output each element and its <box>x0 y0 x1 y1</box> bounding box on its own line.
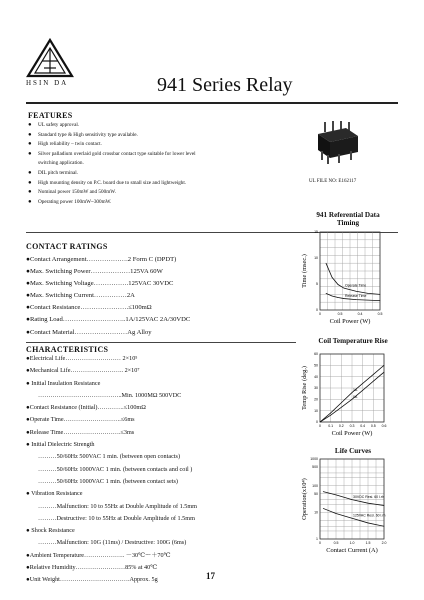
data-point <box>332 296 333 297</box>
chart-timing <box>300 228 404 332</box>
char-row: ………50/60Hz 500VAC 1 min. (between open contacts) <box>38 453 180 461</box>
char-row: ●Operate Time……………………….≤6ms <box>26 416 135 424</box>
feature-item: ● UL safety approval. <box>28 121 288 131</box>
data-point <box>352 518 353 519</box>
rating-row: ●Rating Load………………………..1A/125VAC 2A/30VDC <box>26 316 191 324</box>
data-point <box>336 513 337 514</box>
data-point <box>336 495 337 496</box>
chart-coil-temp-title: Coil Temperature Rise <box>318 337 388 345</box>
y-tick-label: 60 <box>314 352 318 357</box>
y-tick-label: 10 <box>314 256 318 261</box>
x-axis-label: Coil Power (W) <box>329 318 371 325</box>
rating-row: ●Contact Resistance………………….≤100mΩ <box>26 304 152 312</box>
data-point <box>330 415 331 416</box>
char-row: ………Destructive: 10 to 55Hz at Double Amplitude of 1.5mm <box>38 514 195 522</box>
series-label: 30VDC Resi. 60 l.rh <box>353 495 384 500</box>
characteristics-list <box>26 353 197 587</box>
data-point <box>341 402 342 403</box>
page-title: 941 Series Relay <box>157 74 293 96</box>
x-tick-label: 0 <box>319 424 321 428</box>
data-point <box>368 523 369 524</box>
series-label: 125VAC Resi. 60 l.rh <box>353 513 386 518</box>
series-label: 0A <box>353 394 358 399</box>
data-point <box>380 300 381 301</box>
feature-item: ● Standard type & High sensitivity type available. <box>28 131 288 141</box>
feature-item: ● Operating power 100mW~300mW. <box>28 198 288 208</box>
y-tick-label: 100 <box>312 483 318 488</box>
char-row: ● Vibration Resistance <box>26 490 83 498</box>
char-row: ● Shock Resistance <box>26 527 75 535</box>
x-tick-label: 0.4 <box>360 424 366 428</box>
y-axis-label: Operation(x10⁴) <box>301 478 308 520</box>
data-point <box>368 503 369 504</box>
data-point <box>384 372 385 373</box>
data-point <box>352 399 353 400</box>
data-point <box>338 284 339 285</box>
char-row: ●Electrical Life……………………… 2×10⁵ <box>26 355 138 362</box>
data-point <box>368 300 369 301</box>
feature-item: ● Nominal power 150mW and 500mW. <box>28 188 288 198</box>
x-tick-label: 0.5 <box>377 312 383 316</box>
y-tick-label: 30 <box>314 386 318 391</box>
y-tick-label: 40 <box>314 374 318 379</box>
y-axis-label: Time (msec.) <box>301 254 308 288</box>
data-point <box>356 291 357 292</box>
char-row: ●Mechanical Life…………………….. 2×10⁷ <box>26 367 140 375</box>
title-rule <box>26 102 398 104</box>
features-list <box>28 121 288 207</box>
rating-row: ●Max. Switching Power………………125VA 60W <box>26 268 163 276</box>
x-tick-label: 0.5 <box>370 424 376 428</box>
data-point <box>338 297 339 298</box>
series-label: Release Time <box>345 294 367 299</box>
series-label: 1A <box>353 388 358 393</box>
char-row: ………Malfunction: 10 to 55Hz at Double Amplitude of 1.5mm <box>38 502 197 510</box>
y-tick-label: 0 <box>316 420 318 425</box>
data-point <box>320 422 321 423</box>
char-row: ………50/60Hz 1000VAC 1 min. (between contacts and coil ) <box>38 465 193 473</box>
data-point <box>341 407 342 408</box>
company-name: HSIN DA <box>26 79 69 87</box>
char-row: …………………………………..Min. 1000MΩ 500VDC <box>38 391 182 399</box>
logo-mark-icon <box>24 38 76 78</box>
y-tick-label: 0 <box>316 308 318 313</box>
char-row: ● Initial Insulation Resistance <box>26 379 101 387</box>
x-tick-label: 0.1 <box>328 424 334 428</box>
data-point <box>352 392 353 393</box>
data-point <box>373 374 374 375</box>
data-point <box>380 294 381 295</box>
x-tick-label: 0.5 <box>333 541 339 545</box>
data-point <box>323 508 324 509</box>
data-point <box>344 298 345 299</box>
y-tick-label: 20 <box>314 397 318 402</box>
y-tick-label: 15 <box>314 230 318 235</box>
char-row: ●Ambient Temperature……………….. －30℃～＋70℃ <box>26 551 171 559</box>
x-tick-label: 1.0 <box>349 541 355 545</box>
y-tick-label: 50 <box>314 363 318 368</box>
x-tick-label: 0 <box>319 541 321 545</box>
data-point <box>384 526 385 527</box>
char-row: ●Contact Resistance (Initial)………….≤100mΩ <box>26 404 146 412</box>
x-tick-label: 2.0 <box>381 541 387 545</box>
data-point <box>356 299 357 300</box>
rating-row: ●Max. Switching Voltage…………….125VAC 30VDC <box>26 280 174 288</box>
y-tick-label: 1000 <box>310 457 318 462</box>
y-tick-label: 5 <box>316 282 318 287</box>
x-tick-label: 0 <box>319 312 321 316</box>
rating-row: ●Contact Arrangement……………….2 Form C (DPDT) <box>26 256 177 263</box>
y-tick-label: 10 <box>314 510 318 515</box>
chart-life-title: Life Curves <box>334 447 372 455</box>
chart-timing-title: 941 Referential Data Timing <box>316 211 380 227</box>
x-tick-label: 0.6 <box>381 424 387 428</box>
y-tick-label: 1 <box>316 537 318 542</box>
char-row: ●Relative Humidity……………………85% at 40℃ <box>26 564 158 572</box>
data-point <box>362 383 363 384</box>
company-logo <box>24 38 76 87</box>
relay-photo <box>312 118 362 166</box>
chart-coil-temp <box>300 350 404 442</box>
data-point <box>323 491 324 492</box>
characteristics-heading: CHARACTERISTICS <box>26 345 109 354</box>
feature-item: ● DIL pitch terminal. <box>28 169 288 179</box>
feature-item: ● Silver palladium overlaid gold crossbar contact type suitable for lower level <box>28 150 288 160</box>
char-row: ● Initial Dielectric Strength <box>26 441 95 449</box>
x-axis-label: Contact Current (A) <box>326 547 378 554</box>
feature-item: ● High reliability – twin contact. <box>28 140 288 150</box>
contact-ratings-heading: CONTACT RATINGS <box>26 242 108 251</box>
x-tick-label: 0.4 <box>357 312 363 316</box>
chart-life <box>300 455 404 561</box>
data-point <box>362 390 363 391</box>
data-point <box>384 365 385 366</box>
char-row: ●Unit Weight…………………………….Approx. 5g <box>26 576 158 584</box>
data-point <box>326 263 327 264</box>
x-tick-label: 0.5 <box>337 312 343 316</box>
section-rule <box>26 342 296 343</box>
data-point <box>352 499 353 500</box>
data-point <box>373 381 374 382</box>
contact-ratings-list <box>26 254 190 339</box>
y-tick-label: 10 <box>314 408 318 413</box>
x-tick-label: 0.3 <box>349 424 355 428</box>
char-row: ………Malfunction: 10G (11ms) / Destructive: 100G (6ms) <box>38 539 187 547</box>
data-point <box>368 293 369 294</box>
y-tick-label: 500 <box>312 465 318 470</box>
feature-item: ● High mounting density on P.C. board due to small size and lightweight. <box>28 179 288 189</box>
y-axis-label: Temp Rise (deg.) <box>301 365 308 411</box>
char-row: ………50/60Hz 1000VAC 1 min. (between contact sets) <box>38 477 178 485</box>
x-tick-label: 1.5 <box>365 541 371 545</box>
data-point <box>344 288 345 289</box>
data-point <box>332 277 333 278</box>
series-label: Operate Time <box>345 283 367 288</box>
x-axis-label: Coil Power (W) <box>331 430 373 437</box>
rating-row: ●Max. Switching Current……………2A <box>26 292 135 300</box>
rating-row: ●Contact Material……………………Ag Alloy <box>26 328 152 336</box>
char-row: ●Release Time……………………….≤3ms <box>26 428 135 436</box>
data-point <box>330 413 331 414</box>
data-point <box>326 293 327 294</box>
features-heading: FEATURES <box>28 111 73 120</box>
data-point <box>384 505 385 506</box>
y-tick-label: 50 <box>314 491 318 496</box>
page-number: 17 <box>206 571 215 581</box>
ul-file-number: UL FILE NO: E162117 <box>309 179 357 184</box>
x-tick-label: 0.2 <box>338 424 344 428</box>
feature-item-continued: switching application. <box>38 160 84 167</box>
